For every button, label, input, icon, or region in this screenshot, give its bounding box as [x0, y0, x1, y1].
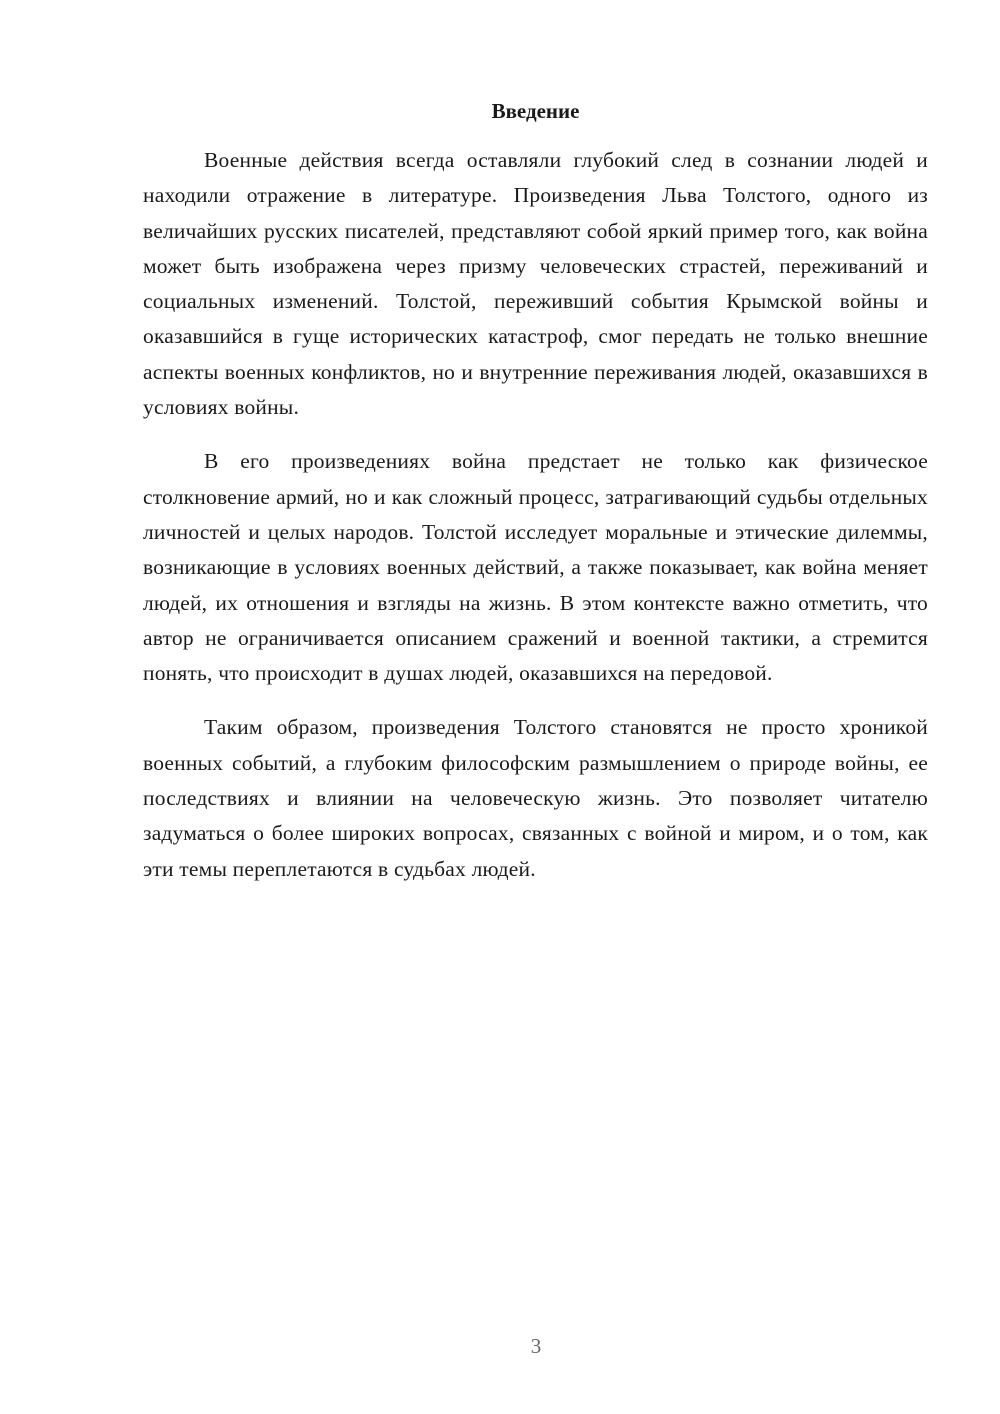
section-heading: Введение — [491, 99, 580, 123]
paragraph-1: Военные действия всегда оставляли глубокий след в сознании людей и находили отражение в литературе. Произведения Льва Толстого, одного из величайших русских писателей, представляют собой яркий пример того, как война может быть изображена через призму человеческих страстей, переживаний и социальных изменений. Толстой, переживший события Крымской войны и оказавшийся в гуще исторических катастроф, смог передать не только внешние аспекты военных конфликтов, но и внутренние переживания людей, оказавшихся в условиях войны. — [143, 148, 928, 420]
paragraph-3: Таким образом, произведения Толстого становятся не просто хроникой военных событий, а глубоким философским размышлением о природе войны, ее последствиях и влиянии на человеческую жизнь. Это позволяет читателю задуматься о более широких вопросах, связанных с войной и миром, и о том, как эти темы переплетаются в судьбах людей. — [143, 715, 928, 881]
body-text — [143, 143, 928, 906]
page-number: 3 — [530, 1334, 542, 1358]
paragraph-2: В его произведениях война предстает не только как физическое столкновение армий, но и как сложный процесс, затрагивающий судьбы отдельных личностей и целых народов. Толстой исследует моральные и этические дилеммы, возникающие в условиях военных действий, а также показывает, как война меняет людей, их отношения и взгляды на жизнь. В этом контексте важно отметить, что автор не ограничивается описанием сражений и военной тактики, а стремится понять, что происходит в душах людей, оказавшихся на передовой. — [143, 449, 928, 686]
